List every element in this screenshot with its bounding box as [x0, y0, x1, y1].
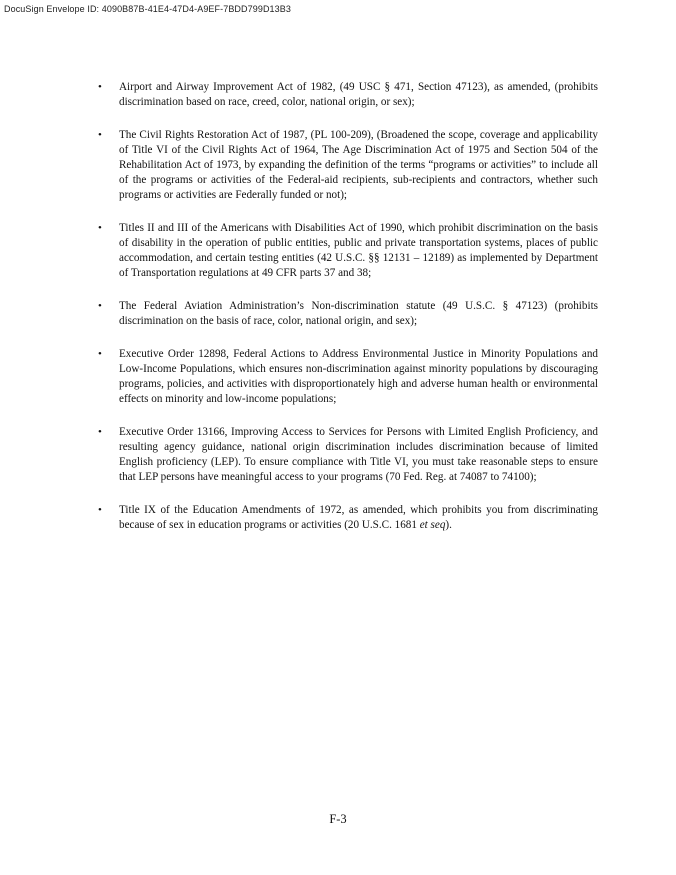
list-item-text — [119, 504, 598, 531]
list-item-text-after: ). — [445, 519, 452, 531]
bullet-icon: • — [98, 300, 102, 312]
list-item-text: The Federal Aviation Administration’s Non-discrimination statute (49 U.S.C. § 47123) (prohibits discrimination on the basis of race, color, national origin, and sex); — [119, 300, 598, 327]
list-item-text-before: Title IX of the Education Amendments of 1972, as amended, which prohibits you from discriminating because of sex in education programs or activities (20 U.S.C. 1681 — [119, 504, 598, 531]
bullet-icon: • — [98, 81, 102, 93]
bullet-icon: • — [98, 129, 102, 141]
list-item — [96, 299, 598, 329]
list-item — [96, 80, 598, 110]
list-item — [96, 221, 598, 281]
list-item-text: Titles II and III of the Americans with Disabilities Act of 1990, which prohibit discrimination on the basis of disability in the operation of public entities, public and private transportation systems, places of public accommodation, and certain testing entities (42 U.S.C. §§ 12131 – 12189) as implemented by Department of Transportation regulations at 49 CFR parts 37 and 38; — [119, 222, 598, 279]
et-seq-italic: et seq — [419, 519, 446, 531]
page-number: F-3 — [329, 812, 347, 826]
list-item — [96, 425, 598, 485]
list-item — [96, 347, 598, 407]
bullet-icon: • — [98, 222, 102, 234]
bullet-icon: • — [98, 504, 102, 516]
list-item — [96, 128, 598, 203]
list-item — [96, 503, 598, 533]
requirements-list — [96, 80, 598, 551]
bullet-icon: • — [98, 348, 102, 360]
list-item-text: Executive Order 13166, Improving Access to Services for Persons with Limited English Proficiency, and resulting agency guidance, national origin discrimination includes discrimination because of limited English proficiency (LEP). To ensure compliance with Title VI, you must take reasonable steps to ensure that LEP persons have meaningful access to your programs (70 Fed. Reg. at 74087 to 74100); — [119, 426, 598, 483]
list-item-text: The Civil Rights Restoration Act of 1987, (PL 100-209), (Broadened the scope, coverage and applicability of Title VI of the Civil Rights Act of 1964, The Age Discrimination Act of 1975 and Section 504 of the Rehabilitation Act of 1973, by expanding the definition of the terms “programs or activities” to include all of the programs or activities of the Federal-aid recipients, sub-recipients and contractors, whether such programs or activities are Federally funded or not); — [119, 129, 598, 201]
docusign-envelope-id: DocuSign Envelope ID: 4090B87B-41E4-47D4-A9EF-7BDD799D13B3 — [4, 4, 291, 14]
list-item-text: Executive Order 12898, Federal Actions to Address Environmental Justice in Minority Populations and Low-Income Populations, which ensures non-discrimination against minority populations by discouraging programs, policies, and activities with disproportionately high and adverse human health or environmental effects on minority and low-income populations; — [119, 348, 598, 405]
list-item-text: Airport and Airway Improvement Act of 1982, (49 USC § 471, Section 47123), as amended, (prohibits discrimination based on race, creed, color, national origin, or sex); — [119, 81, 598, 108]
bullet-icon: • — [98, 426, 102, 438]
